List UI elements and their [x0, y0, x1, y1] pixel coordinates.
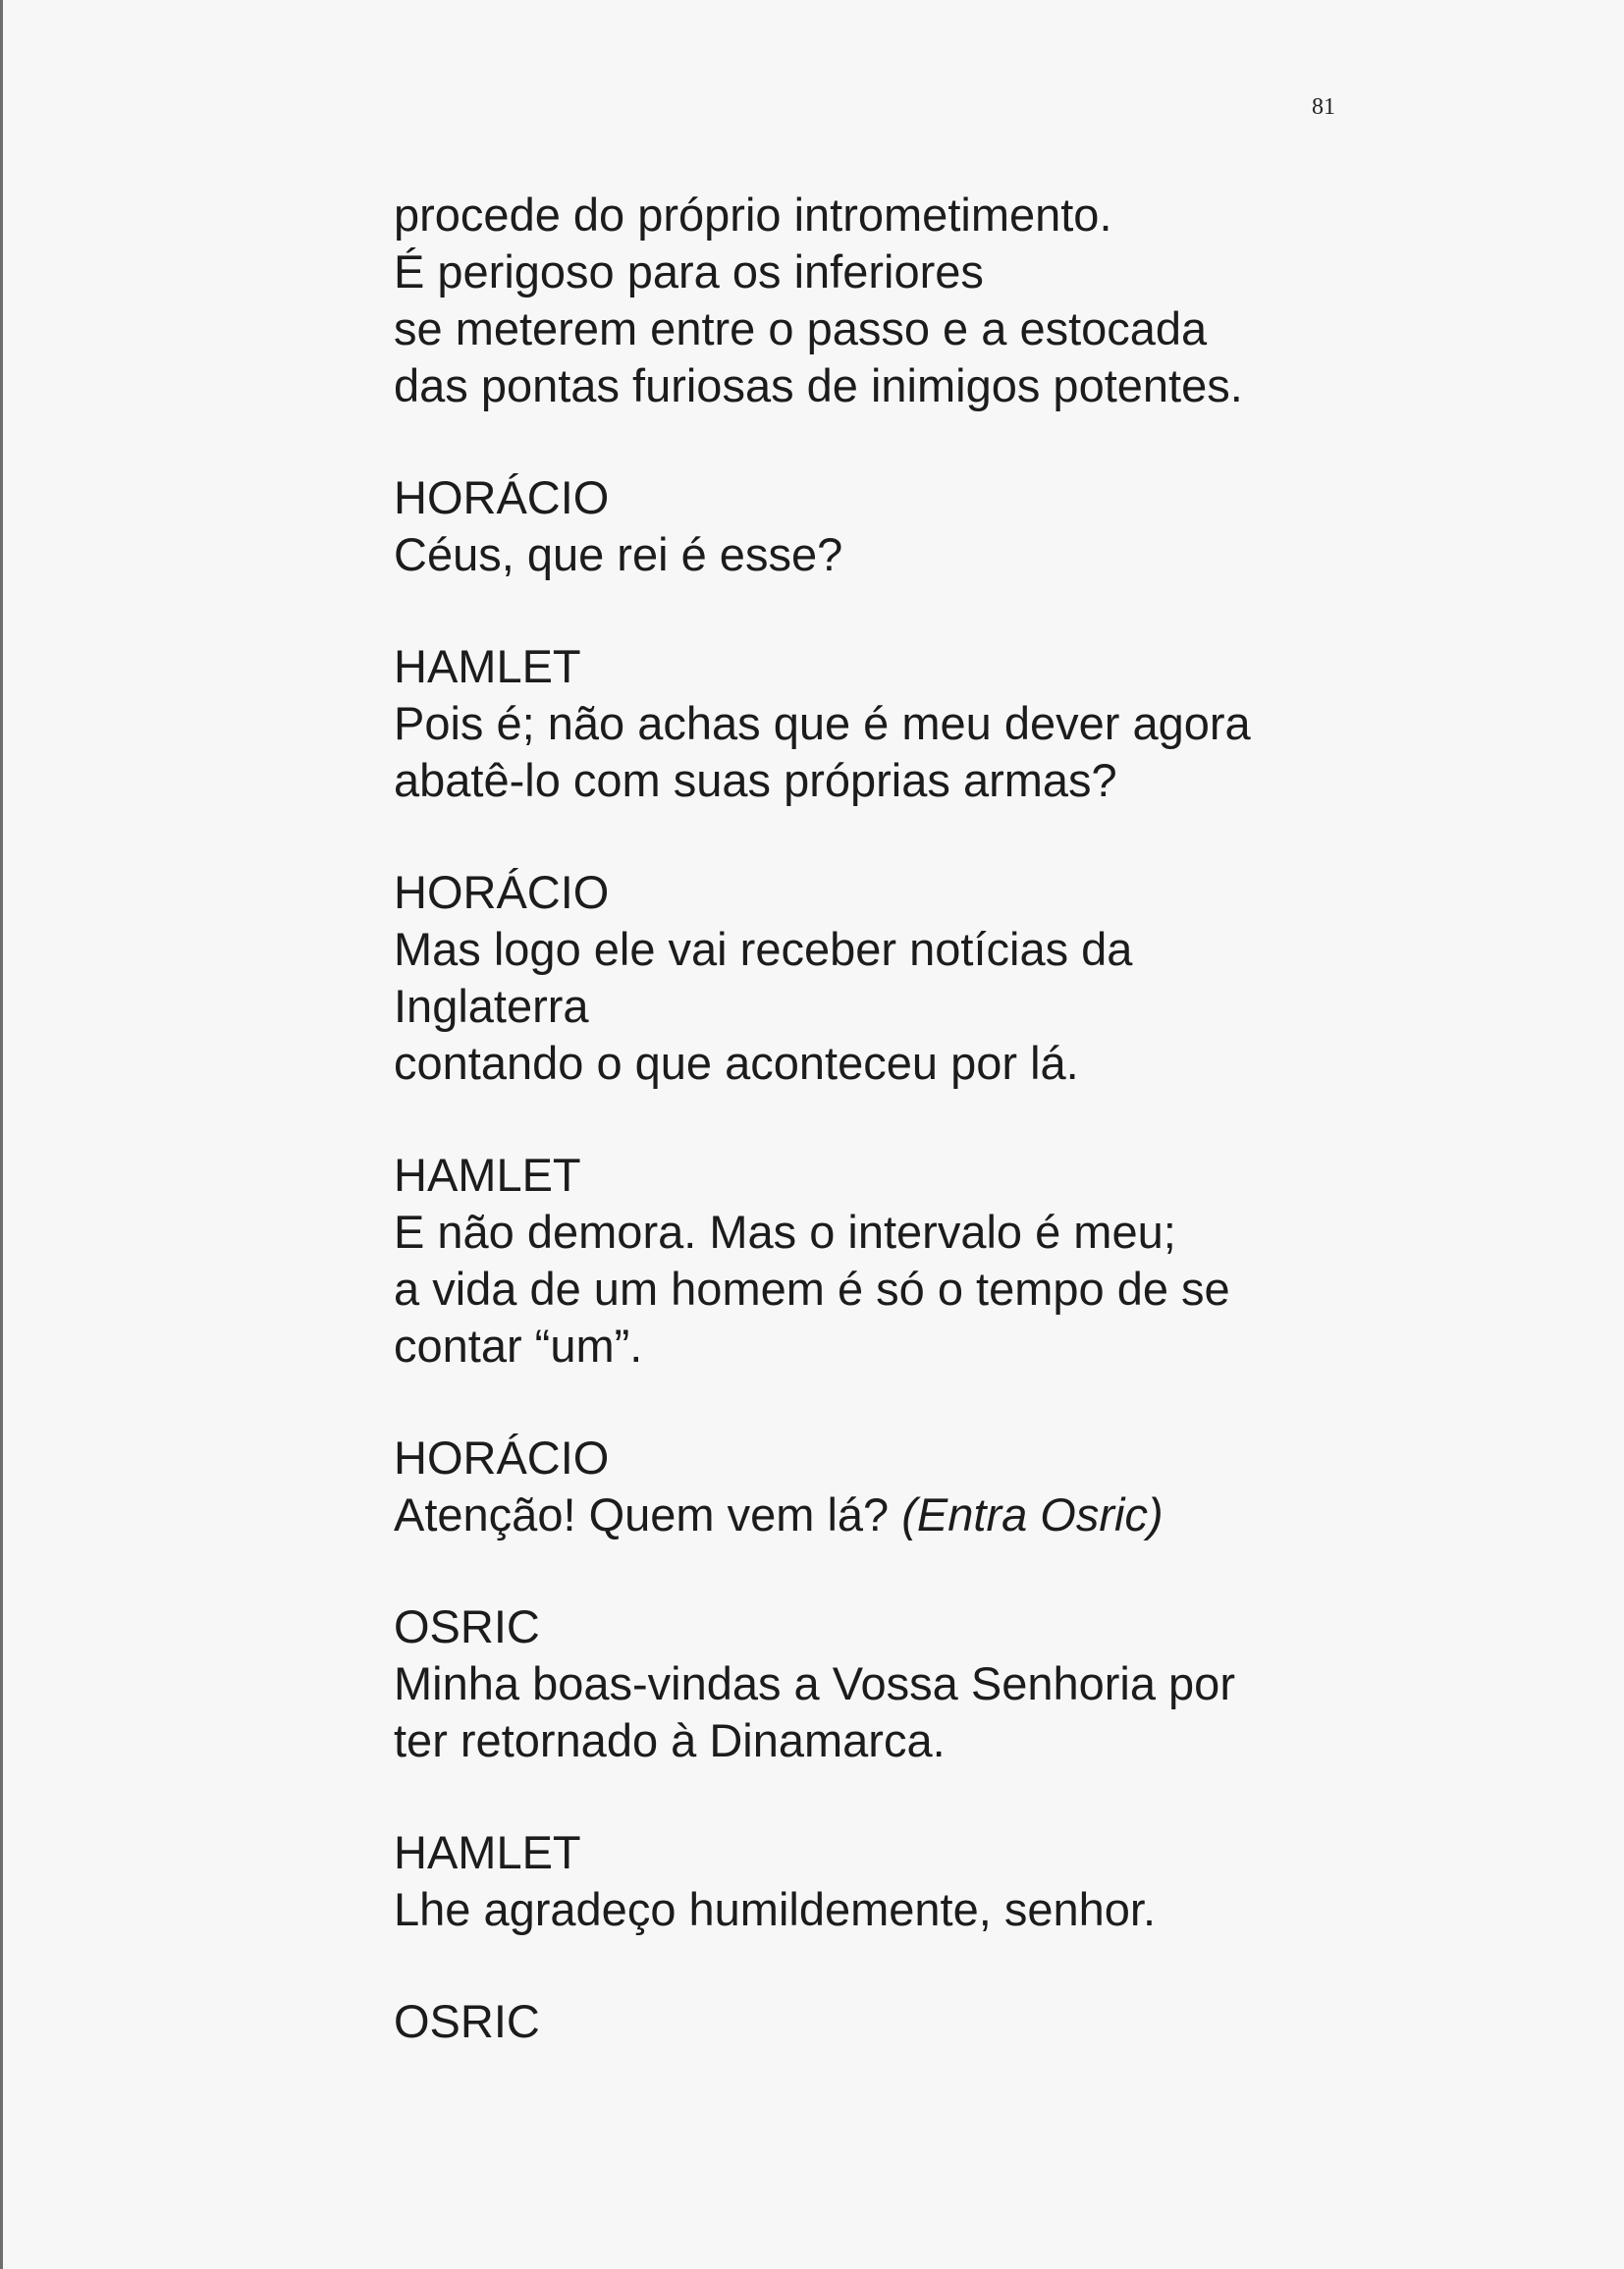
speech-line — [394, 1486, 1376, 1543]
speech-block — [394, 469, 1376, 583]
speech-line: procede do próprio intrometimento. — [394, 189, 1112, 241]
speech-line: Mas logo ele vai receber notícias da — [394, 923, 1133, 975]
speech-block — [394, 1993, 1376, 2050]
speaker-name: HORÁCIO — [394, 1432, 610, 1484]
speaker-name: HAMLET — [394, 640, 581, 692]
speaker-name: OSRIC — [394, 1995, 540, 2047]
speaker-name: HORÁCIO — [394, 471, 610, 523]
speaker-name: HAMLET — [394, 1149, 581, 1201]
speech-line: Pois é; não achas que é meu dever agora — [394, 697, 1251, 749]
speech-line: Minha boas-vindas a Vossa Senhoria por — [394, 1657, 1235, 1709]
speech-line: ter retornado à Dinamarca. — [394, 1714, 946, 1766]
speaker-name: OSRIC — [394, 1600, 540, 1652]
speech-line: se meterem entre o passo e a estocada — [394, 302, 1208, 354]
speech-block — [394, 187, 1376, 414]
speech-block — [394, 1430, 1376, 1543]
speech-line: a vida de um homem é só o tempo de se — [394, 1263, 1230, 1315]
speech-line: das pontas furiosas de inimigos potentes. — [394, 359, 1243, 411]
speech-line: Lhe agradeço humildemente, senhor. — [394, 1883, 1157, 1935]
speech-line: É perigoso para os inferiores — [394, 245, 984, 297]
speaker-name: HORÁCIO — [394, 866, 610, 918]
speech-block — [394, 638, 1376, 809]
scan-edge — [0, 0, 3, 2269]
script-text — [394, 187, 1376, 2105]
speech-block — [394, 1147, 1376, 1375]
speech-block — [394, 1598, 1376, 1769]
speech-line: Céus, que rei é esse? — [394, 528, 843, 580]
page-number: 81 — [1312, 94, 1335, 120]
speech-line: E não demora. Mas o intervalo é meu; — [394, 1206, 1176, 1258]
speech-block — [394, 1824, 1376, 1938]
speech-line: contando o que aconteceu por lá. — [394, 1037, 1079, 1089]
speech-line: Inglaterra — [394, 980, 589, 1032]
stage-direction: (Entra Osric) — [901, 1488, 1164, 1540]
speech-text: Atenção! Quem vem lá? — [394, 1488, 890, 1540]
speech-line: contar “um”. — [394, 1320, 643, 1372]
speech-block — [394, 864, 1376, 1092]
speaker-name: HAMLET — [394, 1826, 581, 1878]
speech-line: abatê-lo com suas próprias armas? — [394, 754, 1117, 806]
